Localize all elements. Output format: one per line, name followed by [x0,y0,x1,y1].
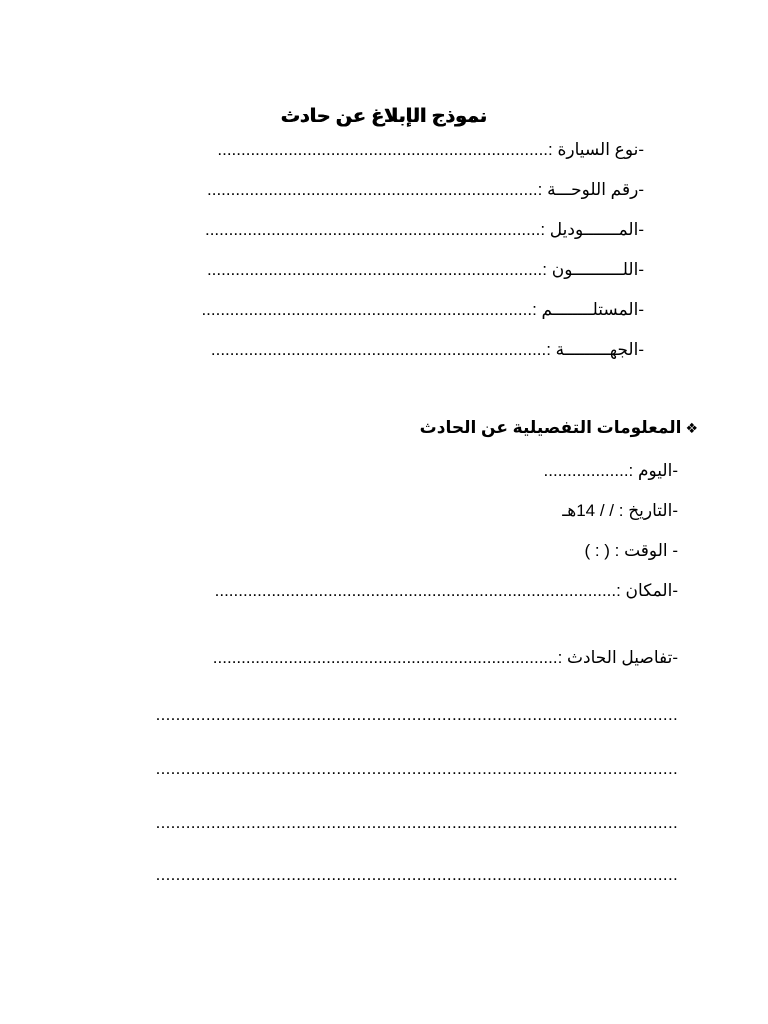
incident-details-line: ........................................................................................................ [155,759,678,778]
diamond-bullet-icon: ❖ [685,420,698,436]
time-field: - الوقت : ( : ) [584,541,678,560]
department-field: -الجهـــــــــة :....................................................................... [210,340,644,359]
incident-details-line: ........................................................................................................ [155,705,678,724]
detailed-info-heading [420,417,698,439]
date-field: -التاريخ : / / 14هـ [562,501,678,520]
incident-details-line: ........................................................................................................ [155,813,678,832]
car-type-field: -نوع السيارة :...................................................................... [217,140,644,159]
day-field: -اليوم :.................. [543,461,678,480]
incident-details-line: ........................................................................................................ [155,865,678,884]
model-field: -المـــــــوديل :....................................................................... [204,220,644,239]
section-heading-text: المعلومات التفصيلية عن الحادث [419,418,682,437]
plate-number-field: -رقم اللوحـــة :...................................................................... [207,180,644,199]
incident-details-label: -تفاصيل الحادث :......................................................................... [212,648,678,667]
form-title: نموذج الإبلاغ عن حادث [280,106,488,127]
location-field: -المكان :..................................................................................... [214,581,678,600]
recipient-field: -المستلــــــــم :...................................................................... [201,300,644,319]
color-field: -اللــــــــــون :....................................................................... [206,260,644,279]
